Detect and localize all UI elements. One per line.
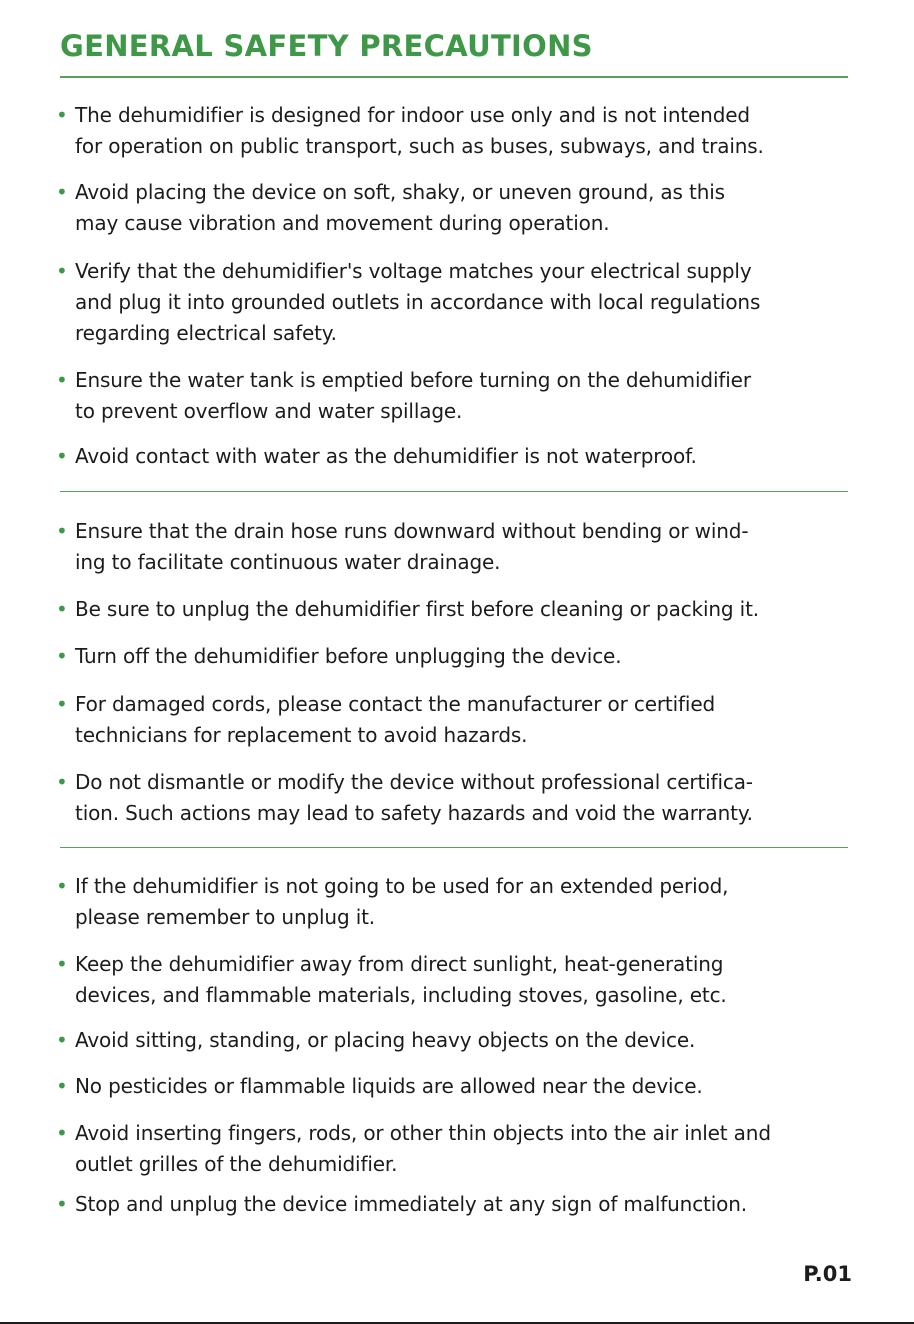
list-item — [56, 365, 856, 427]
bullet-icon: • — [56, 444, 68, 468]
list-item — [56, 1071, 856, 1102]
section-divider — [60, 847, 848, 848]
bullet-icon: • — [56, 952, 68, 976]
list-item-text: Avoid sitting, standing, or placing heavy objects on the device. — [75, 1028, 696, 1052]
list-item — [56, 949, 856, 1011]
list-item — [56, 1118, 856, 1180]
section-divider — [60, 491, 848, 492]
bullet-icon: • — [56, 1192, 68, 1216]
bullet-icon: • — [56, 1028, 68, 1052]
list-item-text: If the dehumidifier is not going to be used for an extended period, please remember to unplug it. — [75, 874, 729, 929]
bullet-icon: • — [56, 597, 68, 621]
list-item — [56, 641, 856, 672]
list-item-text: Do not dismantle or modify the device without professional certifica- tion. Such actions may lead to safety hazards and void the warranty. — [75, 770, 753, 825]
bullet-icon: • — [56, 259, 68, 283]
list-item-text: Avoid contact with water as the dehumidifier is not waterproof. — [75, 444, 697, 468]
list-item-text: Avoid inserting fingers, rods, or other thin objects into the air inlet and outlet grilles of the dehumidifier. — [75, 1121, 771, 1176]
list-item-text: The dehumidifier is designed for indoor use only and is not intended for operation on public transport, such as buses, subways, and trains. — [75, 103, 764, 158]
list-item-text: Turn off the dehumidifier before unplugging the device. — [75, 644, 622, 668]
list-item-text: For damaged cords, please contact the manufacturer or certified technicians for replacement to avoid hazards. — [75, 692, 716, 747]
bullet-icon: • — [56, 644, 68, 668]
bullet-icon: • — [56, 368, 68, 392]
page-number: P.01 — [803, 1262, 852, 1286]
list-item-text: Verify that the dehumidifier's voltage matches your electrical supply and plug it into grounded outlets in accordance with local regulations regarding electrical safety. — [75, 259, 761, 345]
list-item-text: Avoid placing the device on soft, shaky, or uneven ground, as this may cause vibration and movement during operation. — [75, 180, 725, 235]
bullet-icon: • — [56, 874, 68, 898]
bullet-icon: • — [56, 180, 68, 204]
list-item — [56, 177, 856, 239]
list-item — [56, 100, 856, 162]
list-item — [56, 441, 856, 472]
list-item — [56, 1025, 856, 1056]
list-item-text: No pesticides or flammable liquids are allowed near the device. — [75, 1074, 703, 1098]
list-item — [56, 1189, 856, 1220]
bullet-icon: • — [56, 1121, 68, 1145]
list-item-text: Stop and unplug the device immediately at any sign of malfunction. — [75, 1192, 747, 1216]
list-item — [56, 689, 856, 751]
list-item — [56, 594, 856, 625]
list-item — [56, 871, 856, 933]
bullet-icon: • — [56, 692, 68, 716]
list-item-text: Ensure the water tank is emptied before turning on the dehumidifier to prevent overflow and water spillage. — [75, 368, 751, 423]
page-title: GENERAL SAFETY PRECAUTIONS — [60, 29, 593, 63]
bullet-icon: • — [56, 770, 68, 794]
list-item — [56, 516, 856, 578]
bullet-icon: • — [56, 519, 68, 543]
list-item — [56, 767, 856, 829]
list-item-text: Be sure to unplug the dehumidifier first before cleaning or packing it. — [75, 597, 759, 621]
bullet-icon: • — [56, 103, 68, 127]
list-item-text: Ensure that the drain hose runs downward without bending or wind- ing to facilitate continuous water drainage. — [75, 519, 749, 574]
bullet-icon: • — [56, 1074, 68, 1098]
list-item — [56, 256, 856, 349]
list-item-text: Keep the dehumidifier away from direct sunlight, heat-generating devices, and flammable materials, including stoves, gasoline, etc. — [75, 952, 727, 1007]
title-divider — [60, 76, 848, 78]
